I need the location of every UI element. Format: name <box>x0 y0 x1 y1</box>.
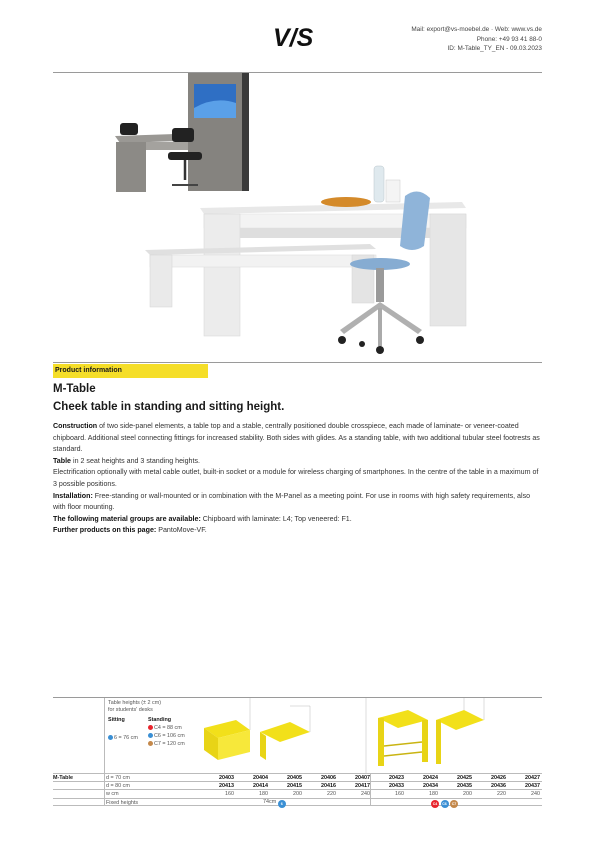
table-row: d = 80 cm 20413 20414 20415 20416 20417 20433 20434 20435 20436 20437 <box>53 781 542 789</box>
standing-value-c6: C6 = 106 cm <box>148 733 185 739</box>
product-image <box>100 68 480 360</box>
table-row-fixed-heights: Fixed heights 74cm 6 C4 C6 C7 <box>53 798 542 806</box>
svg-text:V/S: V/S <box>273 24 314 50</box>
vs-logo <box>273 24 323 50</box>
standing-table-thumbnail <box>436 698 484 764</box>
heights-title: Table heights (± 2 cm) for students' desks <box>108 700 161 713</box>
contact-mail-web: Mail: export@vs-moebel.de · Web: www.vs.de <box>411 26 542 33</box>
white-table-illustration <box>145 166 466 336</box>
paragraph-table: Table in 2 seat heights and 3 standing heights. <box>53 456 200 465</box>
product-subtitle: Cheek table in standing and sitting height. <box>53 401 285 413</box>
product-row-label: M-Table <box>53 775 73 781</box>
sitting-table-thumbnail <box>204 698 250 760</box>
standing-value-c4: C4 = 88 cm <box>148 725 182 731</box>
table-variant-thumbnails <box>198 698 490 773</box>
sitting-label: Sitting <box>108 717 125 723</box>
standing-label: Standing <box>148 717 172 723</box>
fixed-height-standing-badges <box>431 799 458 808</box>
sitting-color-dot <box>108 735 113 740</box>
section-divider <box>53 362 542 363</box>
article-number-grid <box>53 773 542 806</box>
table-row: M-Table d = 70 cm 20403 20404 20405 20406 20407 20423 20424 20425 20426 20427 <box>53 775 540 781</box>
contact-phone: Phone: +49 93 41 88-0 <box>476 35 542 43</box>
product-description <box>53 421 541 537</box>
paragraph-installation: Installation: Free-standing or wall-mounted or in combination with the M-Panel as a meeting point. For use in rooms with high safety requirements, also with floor mounting. <box>53 491 531 512</box>
paragraph-materials: The following material groups are available: Chipboard with laminate: L4; Top veneered: F1. <box>53 514 352 523</box>
product-name: M-Table <box>53 383 96 395</box>
table-row: w cm 160 180 200 220 240 160 180 200 220 240 <box>53 789 542 797</box>
sitting-table-thumbnail <box>260 706 310 760</box>
paragraph-construction: Construction of two side-panel elements, a table top and a stable, centrally positioned double crosspiece, each made of laminate- or veneer-coated chipboard. Additional steel connecting fittings for increased stability. Both sides with glides. As a standing table, with two additional tubular steel footrests as standard. <box>53 422 540 454</box>
badge-c4: C4 <box>432 802 438 807</box>
badge-6: 6 <box>278 800 286 808</box>
section-tag: Product information <box>53 364 208 378</box>
standing-value-c7: C7 = 120 cm <box>148 741 185 747</box>
c6-color-dot <box>148 733 153 738</box>
c4-color-dot <box>148 725 153 730</box>
paragraph-electrification: Electrification optionally with metal cable outlet, built-in socket or a module for wireless charging of smartphones. In the centre of the table in a maximum of 3 possible positions. <box>53 468 539 488</box>
background-desk-illustration <box>115 73 249 192</box>
sitting-value: 6 = 76 cm <box>108 735 138 741</box>
c7-color-dot <box>148 741 153 746</box>
paragraph-further-products: Further products on this page: PantoMove-VF. <box>53 526 207 535</box>
fixed-height-sitting: 74cm 6 <box>263 799 286 808</box>
contact-info <box>411 25 542 54</box>
badge-c6: C6 <box>442 802 447 807</box>
standing-table-thumbnail <box>378 710 428 766</box>
document-id: ID: M-Table_TY_EN - 09.03.2023 <box>447 45 542 53</box>
badge-c7: C7 <box>451 802 457 807</box>
